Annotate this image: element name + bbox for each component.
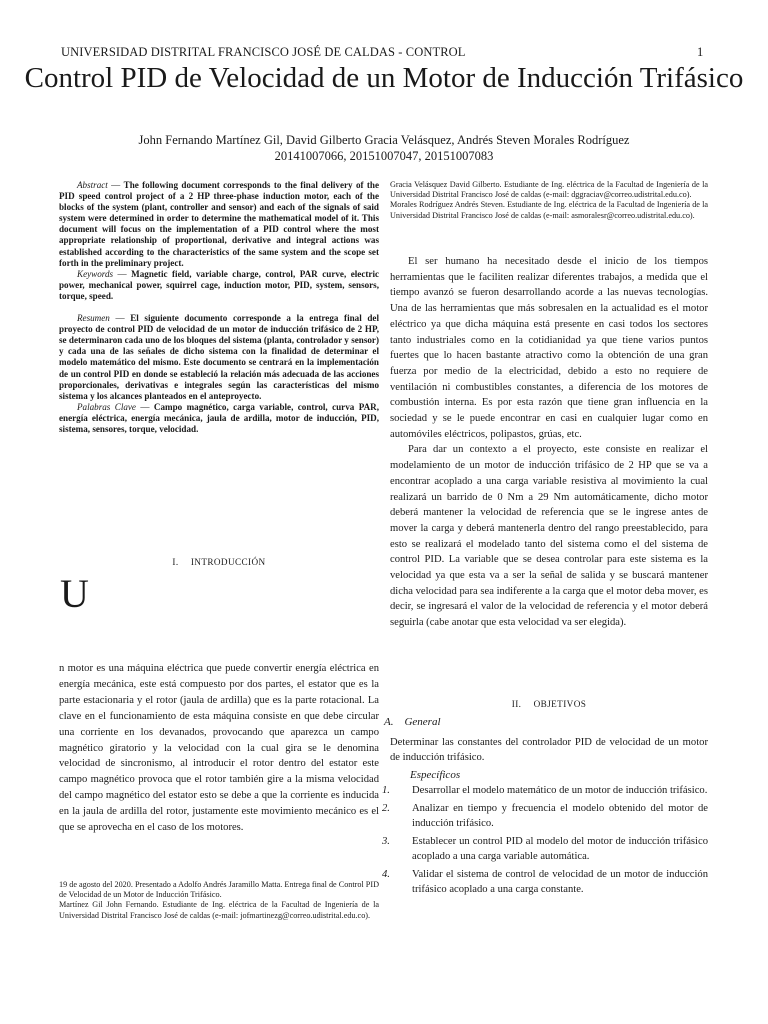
objective-text: Validar el sistema de control de velocidad de un motor de inducción trifásico acoplado a una carga constante. [412,868,708,895]
resumen [59,313,379,402]
objective-text: Establecer un control PID al modelo del motor de inducción trifásico acoplado a una carga variable automática. [412,835,708,862]
resumen-keywords [59,402,379,435]
objective-text: Desarrollar el modelo matemático de un motor de inducción trifásico. [412,785,708,796]
intro-paragraph [59,661,379,836]
objectives-block [382,715,708,900]
abstract-text: The following document corresponds to the final delivery of the PID speed control project of a 2 HP three-phase induction motor, each of the blocks of the system (plant, controller and sensor) and each of the signals of said system were determined in order to determine the mathematical model of it. This document will focus on the implementation of a PID control where the most appropriate relationship of proportional, derivative and integral actions was established according to the characteristics of the same system and the scope set forth in the preliminary project. [59,180,380,268]
palabras-clave-text: Campo magnético, carga variable, control, curva PAR, energía eléctrica, energía mecánica, jaula de ardilla, motor de inducción, PID, sistema, sensores, torque, velocidad. [59,401,379,434]
keywords-sep: — [113,268,132,279]
abstract-sep: — [107,180,124,190]
footnote-author-morales: Morales Rodríguez Andrés Steven. Estudiante de Ing. eléctrica de la Facultad de Ingeniería de la Universidad Distrital Francisco José de caldas (e-mail: asmoralesr@correo.udistrital.edu.co). [390,200,708,220]
footnote-author-gracia: Gracia Velásquez David Gilberto. Estudiante de Ing. eléctrica de la Facultad de Ingeniería de la Universidad Distrital Francisco José de caldas (e-mail: dggraciav@correo.udistrital.edu.co). [390,180,708,200]
objective-number: 4. [382,868,390,880]
left-footnotes [59,880,379,921]
objective-number: 2. [382,802,390,814]
specific-objectives-list [382,783,708,898]
subsection-general: A. General [384,716,441,728]
objective-item [382,867,708,898]
general-objective: Determinar las constantes del controlador PID de velocidad de un motor de inducción trifásico. [390,736,708,763]
abstract [59,180,379,269]
right-body [390,254,708,631]
section-heading-objetivos: II. OBJETIVOS [511,699,587,709]
section-heading-introduccion: I. INTRODUCCIÓN [172,557,266,567]
body-paragraph-2: Para dar un contexto a el proyecto, este consiste en realizar el modelamiento de un motor de inducción trifásico de 2 HP que se va a encontrar acoplado a una carga variable resistiva al movimiento la cual realizará un barrido de 0 Nm a 29 Nm automáticamente, dicho motor deberá mantener la velocidad de referencia que se le ingrese antes de mover la carga y deberá mantenerla dentro del rango preestablecido, para esto se realizará el modelado tanto del sistema como el del sistema de control PID. La variable que se desea controlar para este sistema es la velocidad ya que esta va a ser la señal de salida y se buscará mantener dicha velocidad para sea indiferente a la carga que el motor deba mover, es decir, se ingresará el valor de la velocidad de referencia y el motor deberá seguirla (cabe anotar que esta velocidad va ser elegida). [390,444,708,629]
objective-item [382,783,708,799]
resumen-text: El siguiente documento corresponde a la entrega final del proyecto de control PID de velocidad de un motor de inducción trifásico de 2 HP, se determinaron cada uno de los bloques del sistema (planta, controlador y sensor) y cada una de las señales de dicho sistema con la finalidad de determinar el modelo matemático del mismo. Este documento se centrará en la implementación de un control PID en donde se estableció la relación más adecuada de las acciones proporcionales, derivativas e integrales según las características del mismo sistema y los alcances planteados en el anteproyecto. [59,313,379,401]
keywords-label: Keywords [77,268,114,279]
objective-number: 3. [382,835,390,847]
drop-cap: U [60,571,89,616]
footnote-date: 19 de agosto del 2020. Presentado a Adolfo Andrés Jaramillo Matta. Entrega final de Control PID de Velocidad de un Motor de Inducción Trifásico. [59,880,379,900]
objective-number: 1. [382,785,390,796]
right-footnotes [390,180,708,221]
page-number: 1 [697,45,704,59]
running-head: UNIVERSIDAD DISTRITAL FRANCISCO JOSÉ DE CALDAS - CONTROL [61,45,466,59]
intro-text: n motor es una máquina eléctrica que puede convertir energía eléctrica en energía mecánica, este está compuesto por dos partes, el estator que es la parte estacionaria y el rotor (jaula de ardilla) que es la parte rotacional. La clave en el funcionamiento de esta máquina consiste en que debe circular una corriente en los devanados, provocando que aparezca un campo magnético giratorio y la velocidad con la cual gira se le denomina velocidad de sincronismo, al introducir el rotor dentro del estator este campo magnético provoca que el rotor también gire a la misma velocidad del campo magnético del estator esto se debe a que la corriente es inducida en la jaula de ardilla del rotor, justamente este movimiento mecánico es el que se aprovecha en el caso de los motores. [59,663,379,834]
objective-item [382,834,708,865]
resumen-label: Resumen [77,313,110,324]
resumen-sep: — [109,313,131,324]
paper-title: Control PID de Velocidad de un Motor de Inducción Trifásico [24,62,744,94]
body-paragraph-1: El ser humano ha necesitado desde el inicio de los tiempos herramientas que le faciliten realizar diferentes trabajos, a medida que el tiempo avanzó se fueron desarrollando acorde a las nuevas tecnologías. Una de las herramientas que más sobresalen en la actualidad es el motor eléctrico ya que dicha máquina está presente en casi todos los sectores tanto industriales como en la cotidianidad ya que tiene varios puntos fuertes que lo hacen bastante atractivo como la obtención de una gran fuerza por medio de la electricidad, debido a esto no requiere de ventilación ni combustibles constantes, a diferencia de los motores de combustión interna. Es por esta razón que tiene gran influencia en la sociedad y se le puede encontrar en casi en cualquier lugar como en automóviles eléctricos, polipastos, grúas, etc. [390,256,708,440]
author-block [0,133,768,164]
abstract-label: Abstract [77,180,108,190]
keywords-text: Magnetic field, variable charge, control, PAR curve, electric power, mechanical power, squirrel cage, induction motor, PID, system, sensors, torque, speed. [59,268,380,301]
palabras-clave-sep: — [135,401,154,412]
left-column [59,180,379,435]
objective-text: Analizar en tiempo y frecuencia el modelo obtenido del motor de inducción trifásico. [412,802,708,829]
subsection-especificos: Específicos [410,768,461,781]
abstract-keywords [59,269,379,302]
author-names: John Fernando Martínez Gil, David Gilberto Gracia Velásquez, Andrés Steven Morales Rodríguez [138,133,630,147]
objective-item [382,801,708,832]
author-ids: 20141007066, 20151007047, 20151007083 [274,148,494,163]
palabras-clave-label: Palabras Clave [77,401,136,412]
footnote-author-martinez: Martínez Gil John Fernando. Estudiante de Ing. eléctrica de la Facultad de Ingeniería de la Universidad Distrital Francisco José de caldas (e-mail: jofmartinezg@correo.udistrital.edu.co). [59,900,379,920]
